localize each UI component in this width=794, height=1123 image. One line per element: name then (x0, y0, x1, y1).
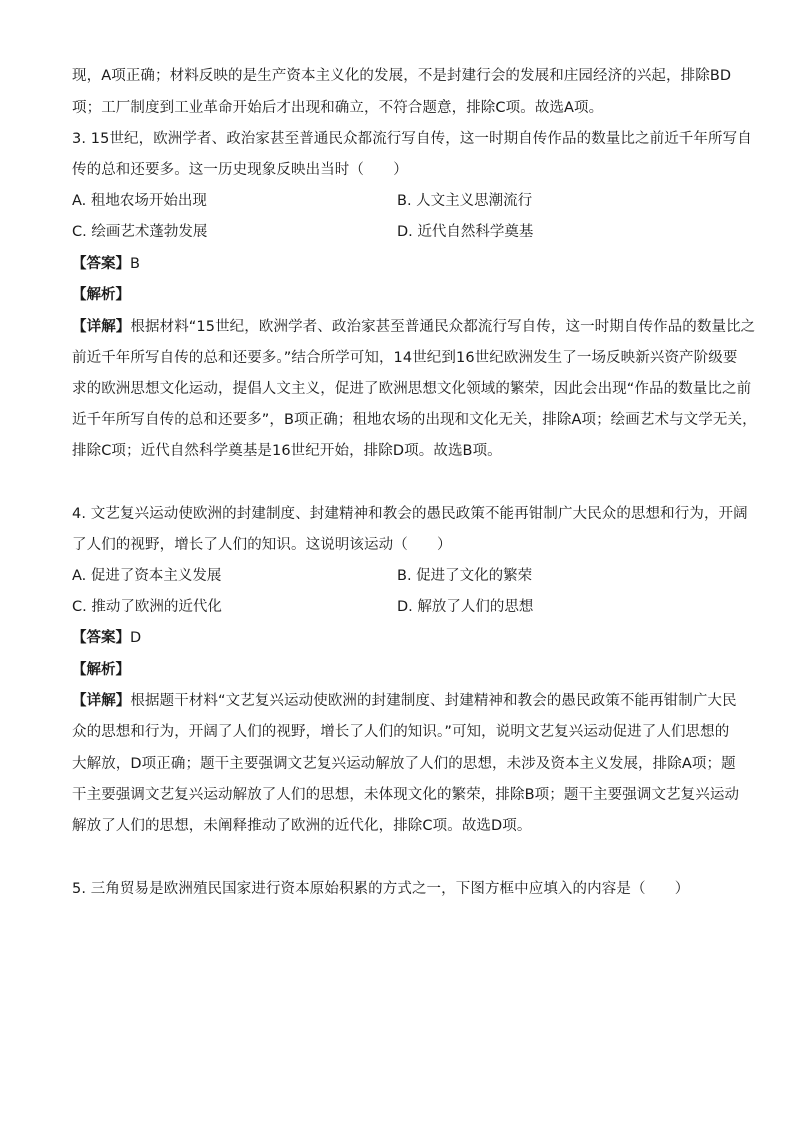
q3-detail-line-4: 近千年所写自传的总和还要多”，B项正确；租地农场的出现和文化无关，排除A项；绘画艺术与文学无关， (72, 412, 757, 428)
answer-tag: 【答案】 (72, 630, 130, 646)
q4-answer (72, 628, 141, 648)
q5-stem-line-1: 5. 三角贸易是欧洲殖民国家进行资本原始积累的方式之一，下图方框中应填入的内容是（ ） (72, 881, 690, 897)
q4-detail-line-5: 解放了人们的思想，未阐释推动了欧洲的近代化，排除C项。故选D项。 (72, 818, 532, 834)
q3-stem-line-1: 3. 15世纪，欧洲学者、政治家甚至普通民众都流行写自传，这一时期自传作品的数量比之前近千年所写自 (72, 131, 752, 147)
q4-stem-line-2: 了人们的视野，增长了人们的知识。这说明该运动（ ） (72, 537, 452, 553)
analysis-tag: 【解析】 (72, 287, 130, 303)
q3-option-b: B. 人文主义思潮流行 (397, 193, 533, 209)
q4-option-b: B. 促进了文化的繁荣 (397, 568, 533, 584)
prev-analysis-line-1: 现，A项正确；材料反映的是生产资本主义化的发展，不是封建行会的发展和庄园经济的兴起，排除BD (72, 68, 732, 84)
q4-detail-line-4: 干主要强调文艺复兴运动解放了人们的思想，未体现文化的繁荣，排除B项；题干主要强调文艺复兴运动 (72, 787, 740, 803)
q3-detail-line-2: 前近千年所写自传的总和还要多。”结合所学可知，14世纪到16世纪欧洲发生了一场反映新兴资产阶级要 (72, 350, 738, 366)
prev-analysis-line-2: 项；工厂制度到工业革命开始后才出现和确立，不符合题意，排除C项。故选A项。 (72, 100, 604, 116)
q3-analysis-tag (72, 285, 130, 305)
q3-option-a: A. 租地农场开始出现 (72, 193, 207, 209)
detail-tag: 【详解】 (72, 319, 131, 335)
q3-detail-line-5: 排除C项；近代自然科学奠基是16世纪开始，排除D项。故选B项。 (72, 443, 502, 459)
q4-option-d: D. 解放了人们的思想 (397, 599, 534, 615)
q4-detail-line-1 (72, 691, 737, 711)
answer-tag: 【答案】 (72, 256, 130, 272)
q4-option-c: C. 推动了欧洲的近代化 (72, 599, 222, 615)
detail-text: 根据题干材料“文艺复兴运动使欧洲的封建制度、封建精神和教会的愚民政策不能再钳制广大民 (130, 693, 737, 709)
q4-analysis-tag (72, 660, 130, 680)
answer-value: D (130, 630, 142, 646)
answer-value: B (130, 256, 140, 272)
q4-option-a: A. 促进了资本主义发展 (72, 568, 222, 584)
q4-detail-line-2: 众的思想和行为，开阔了人们的视野，增长了人们的知识。”可知，说明文艺复兴运动促进了人们思想的 (72, 724, 730, 740)
q3-detail-line-3: 求的欧洲思想文化运动，提倡人文主义，促进了欧洲思想文化领域的繁荣，因此会出现“作品的数量比之前 (72, 381, 752, 397)
q3-stem-line-2: 传的总和还要多。这一历史现象反映出当时（ ） (72, 162, 408, 178)
detail-text: 根据材料“15世纪，欧洲学者、政治家甚至普通民众都流行写自传，这一时期自传作品的数量比之 (130, 319, 756, 335)
q4-stem-line-1: 4. 文艺复兴运动使欧洲的封建制度、封建精神和教会的愚民政策不能再钳制广大民众的思想和行为，开阔 (72, 506, 748, 522)
q4-detail-line-3: 大解放，D项正确；题干主要强调文艺复兴运动解放了人们的思想，未涉及资本主义发展，排除A项；题 (72, 756, 736, 772)
q3-option-c: C. 绘画艺术蓬勃发展 (72, 224, 208, 240)
detail-tag: 【详解】 (72, 693, 131, 709)
q3-answer (72, 254, 140, 274)
q3-detail-line-1 (72, 317, 756, 337)
analysis-tag: 【解析】 (72, 662, 130, 678)
q3-option-d: D. 近代自然科学奠基 (397, 224, 534, 240)
